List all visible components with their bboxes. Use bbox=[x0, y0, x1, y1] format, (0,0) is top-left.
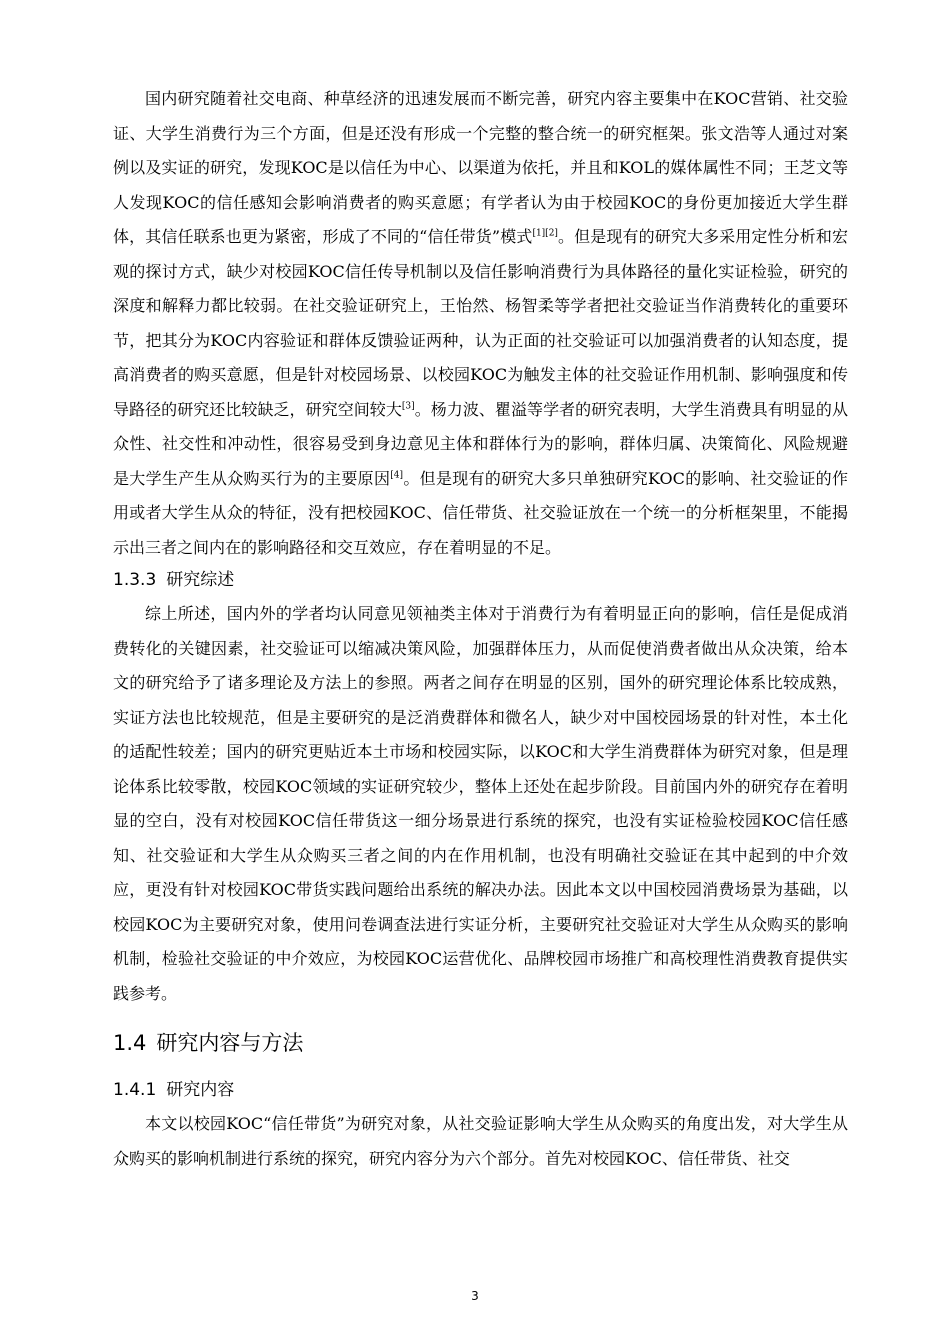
paragraph-domestic-research bbox=[113, 82, 848, 565]
paragraph-research-content: 本文以校园KOC“信任带货”为研究对象，从社交验证影响大学生从众购买的角度出发，对大学生从众购买的影响机制进行系统的探究，研究内容分为六个部分。首先对校园KOC、信任带货、社交 bbox=[113, 1114, 848, 1168]
paragraph-research-summary: 综上所述，国内外的学者均认同意见领袖类主体对于消费行为有着明显正向的影响，信任是促成消费转化的关键因素，社交验证可以缩减决策风险，加强群体压力，从而促使消费者做出从众决策，给本文的研究给予了诸多理论及方法上的参照。两者之间存在明显的区别，国外的研究理论体系比较成熟，实证方法也比较规范，但是主要研究的是泛消费群体和微名人，缺少对中国校园场景的针对性，本土化的适配性较差；国内的研究更贴近本土市场和校园实际，以KOC和大学生消费群体为研究对象，但是理论体系比较零散，校园KOC领域的实证研究较少，整体上还处在起步阶段。目前国内外的研究存在着明显的空白，没有对校园KOC信任带货这一细分场景进行系统的探究，也没有实证检验校园KOC信任感知、社交验证和大学生从众购买三者之间的内在作用机制，也没有明确社交验证在其中起到的中介效应，更没有针对校园KOC带货实践问题给出系统的解决办法。因此本文以中国校园消费场景为基础，以校园KOC为主要研究对象，使用问卷调查法进行实证分析，主要研究社交验证对大学生从众购买的影响机制，检验社交验证的中介效应，为校园KOC运营优化、品牌校园市场推广和高校理性消费教育提供实践参考。 bbox=[113, 604, 848, 1003]
heading-number: 1.4.1 bbox=[113, 1080, 157, 1100]
heading-title: 研究内容与方法 bbox=[156, 1031, 304, 1055]
section-heading-1-4-1 bbox=[113, 1075, 848, 1105]
paragraph-text: 。但是现有的研究大多只单独研究KOC的影响、社交验证的作用或者大学生从众的特征，没有把校园KOC、信任带货、社交验证放在一个统一的分析框架里，不能揭示出三者之间内在的影响路径和交互效应，存在着明显的不足。 bbox=[113, 468, 848, 557]
page-content bbox=[113, 82, 848, 1176]
page-number: 3 bbox=[471, 1289, 479, 1303]
paragraph-text: 。但是现有的研究大多采用定性分析和宏观的探讨方式，缺少对校园KOC信任传导机制以及信任影响消费行为具体路径的量化实证检验，研究的深度和解释力都比较弱。在社交验证研究上，王怡然、杨智柔等学者把社交验证当作消费转化的重要环节，把其分为KOC内容验证和群体反馈验证两种，认为正面的社交验证可以加强消费者的认知态度，提高消费者的购买意愿，但是针对校园场景、以校园KOC为触发主体的社交验证作用机制、影响强度和传导路径的研究还比较缺乏，研究空间较大 bbox=[113, 227, 848, 419]
heading-number: 1.4 bbox=[113, 1031, 147, 1055]
citation: [4] bbox=[390, 470, 404, 481]
section-heading-1-4 bbox=[113, 1027, 848, 1059]
paragraph-text: 。杨力波、瞿溢等学者的研究表明，大学生消费具有明显的从众性、社交性和冲动性，很容易受到身边意见主体和群体行为的影响，群体归属、决策简化、风险规避是大学生产生从众购买行为的主要原因 bbox=[113, 399, 848, 488]
citation: [3] bbox=[401, 401, 415, 412]
citation: [1][2] bbox=[532, 228, 558, 239]
heading-number: 1.3.3 bbox=[113, 570, 157, 590]
paragraph-text: 国内研究随着社交电商、种草经济的迅速发展而不断完善，研究内容主要集中在KOC营销、社交验证、大学生消费行为三个方面，但是还没有形成一个完整的整合统一的研究框架。张文浩等人通过对案例以及实证的研究，发现KOC是以信任为中心、以渠道为依托，并且和KOL的媒体属性不同；王芝文等人发现KOC的信任感知会影响消费者的购买意愿；有学者认为由于校园KOC的身份更加接近大学生群体，其信任联系也更为紧密，形成了不同的“信任带货”模式 bbox=[113, 89, 848, 246]
heading-title: 研究综述 bbox=[166, 570, 235, 590]
section-heading-1-3-3 bbox=[113, 565, 848, 595]
heading-title: 研究内容 bbox=[166, 1080, 235, 1100]
